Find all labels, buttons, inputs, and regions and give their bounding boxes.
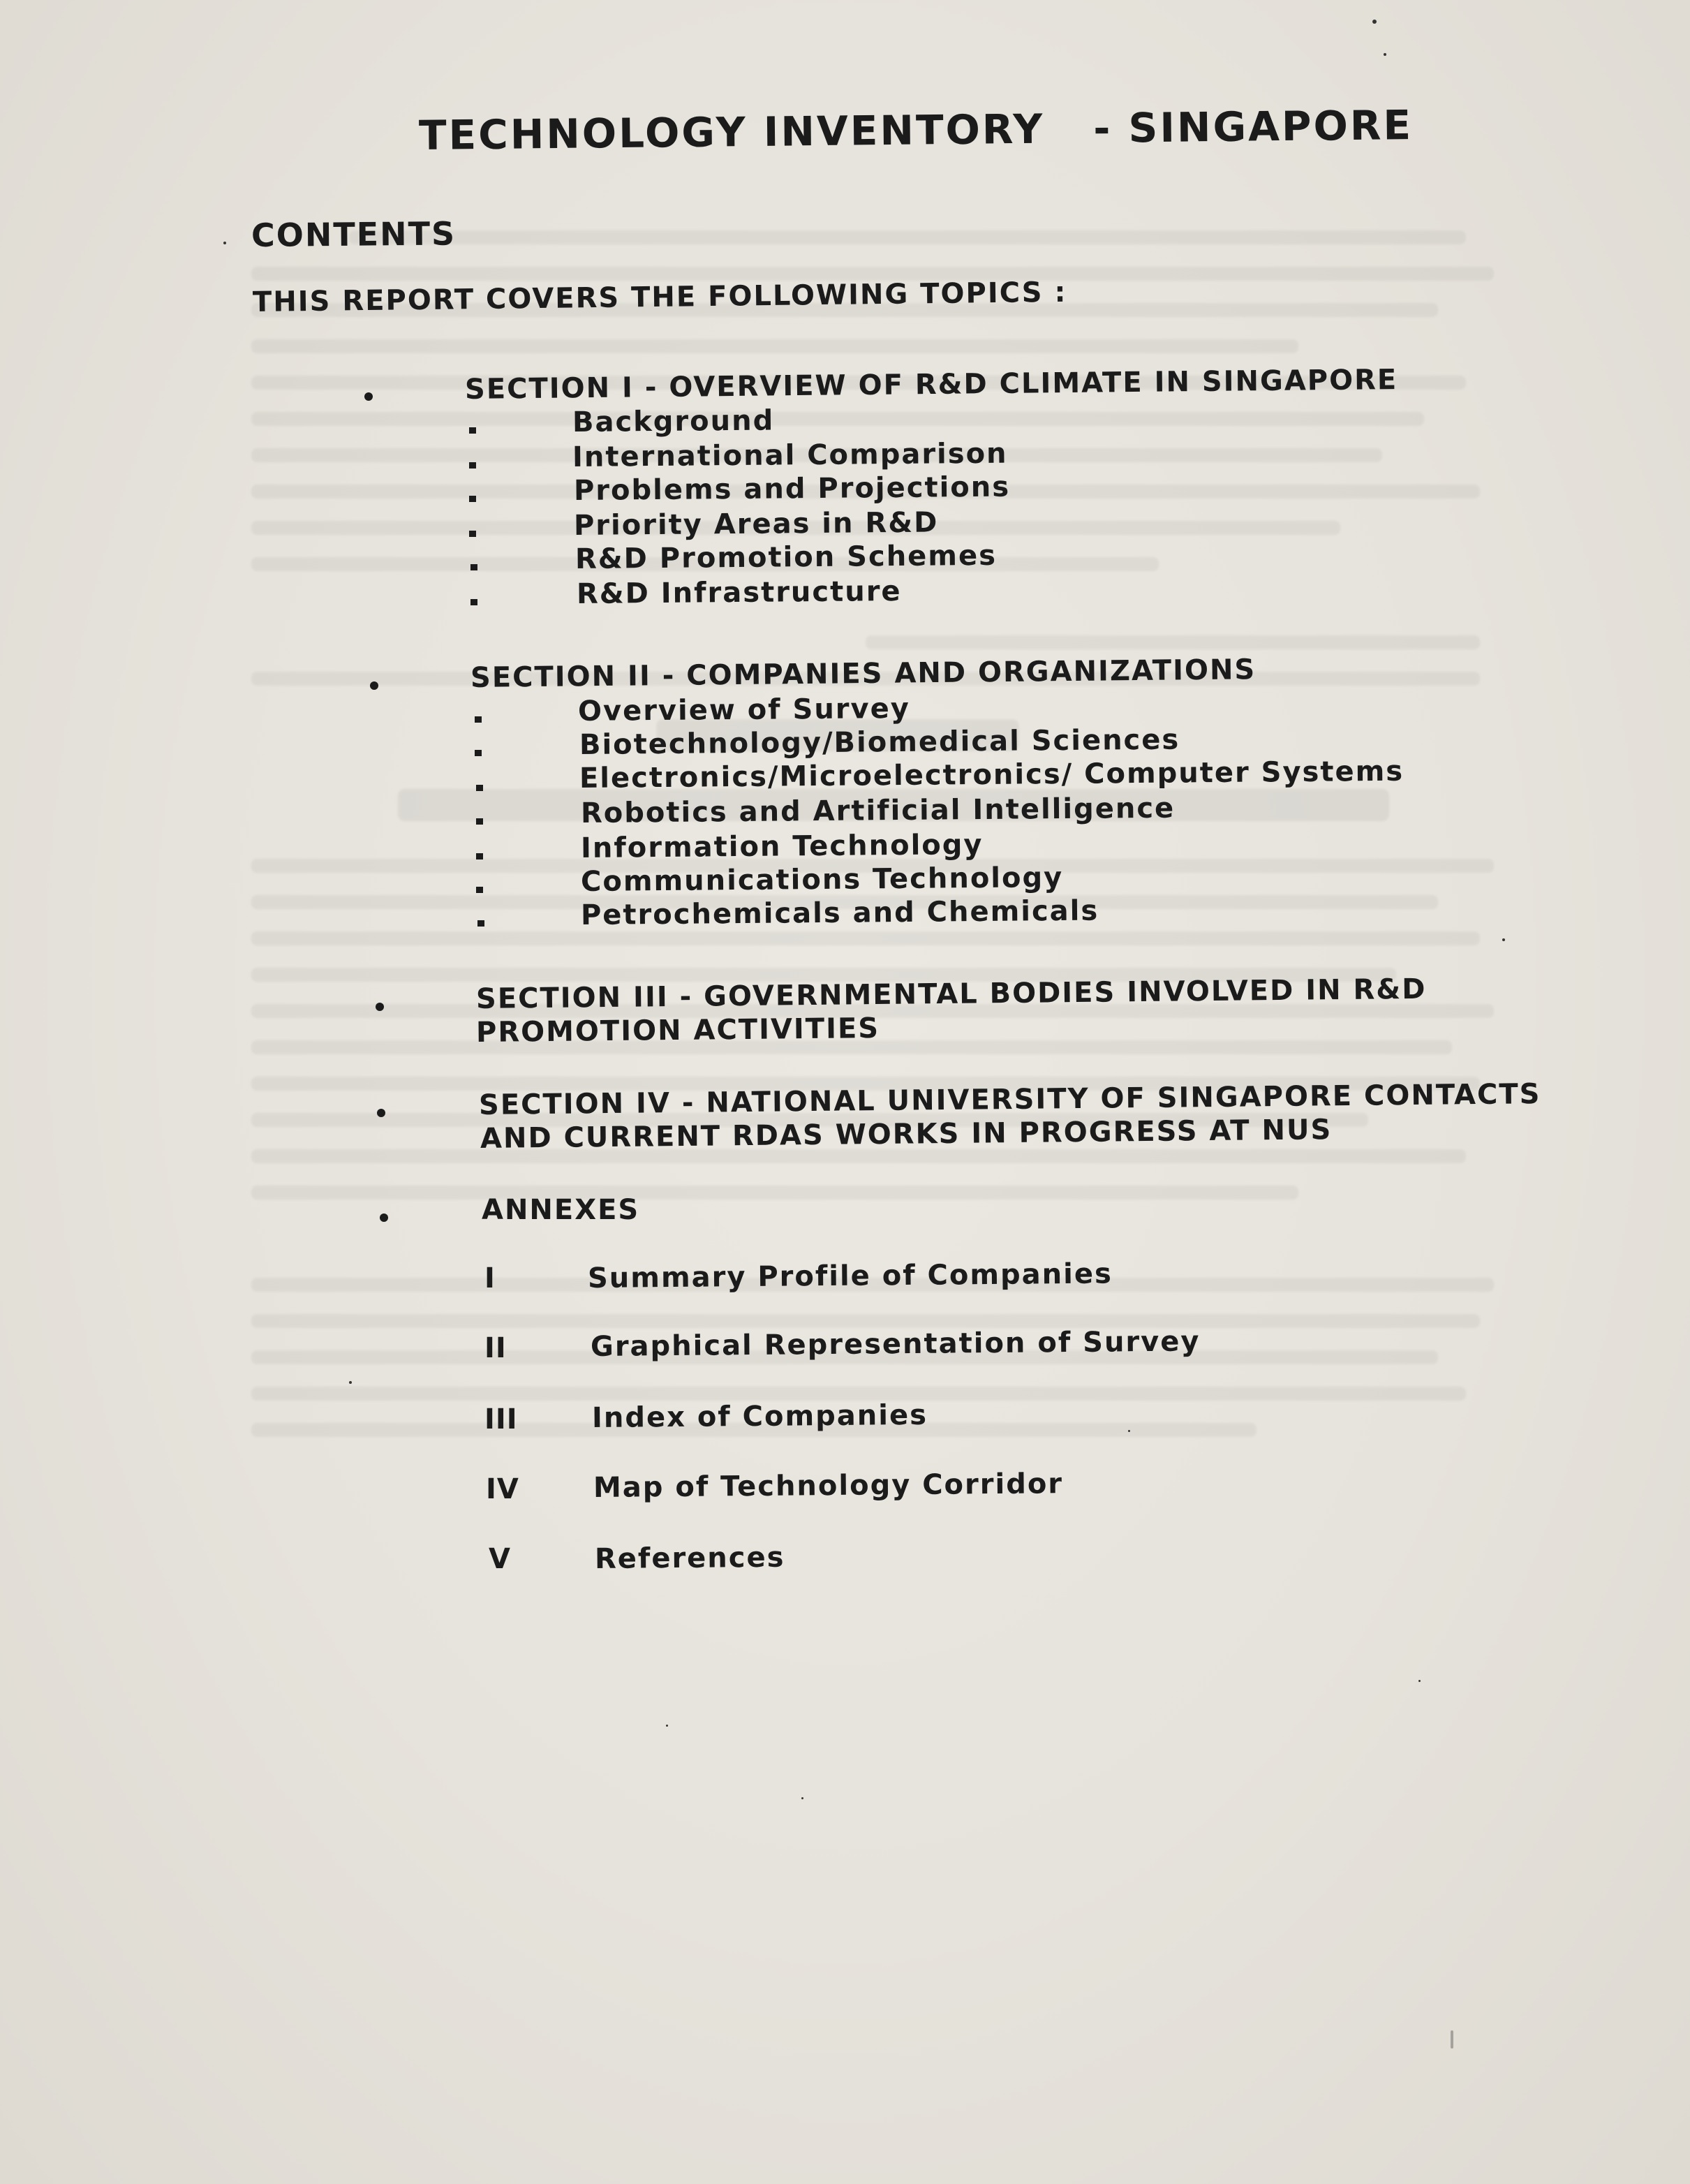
section-1-item: R&D Infrastructure [576,575,902,610]
intro-text: THIS REPORT COVERS THE FOLLOWING TOPICS : [252,276,1067,318]
dust-speck [666,1725,668,1727]
dust-speck [1128,1430,1130,1432]
bullet-item [470,564,477,570]
section-4-heading-cont: AND CURRENT RDAS WORKS IN PROGRESS AT NUS [480,1114,1333,1155]
bullet-item [469,427,476,434]
bullet-item [476,818,483,825]
section-1-item: International Comparison [572,437,1008,473]
section-2-item: Electronics/Microelectronics/ Computer Systems [579,755,1404,795]
title-main: TECHNOLOGY INVENTORY [418,105,1045,159]
dust-speck [1372,20,1377,24]
section-2-item: Petrochemicals and Chemicals [580,894,1099,931]
dust-speck [223,242,226,244]
annexes-heading: ANNEXES [482,1194,640,1226]
dust-speck [1451,2030,1453,2049]
dust-speck [349,1381,352,1384]
document-title [419,101,1414,159]
section-1-item: Priority Areas in R&D [573,506,939,542]
title-suffix: - SINGAPORE [1092,101,1414,152]
section-3-heading-cont: PROMOTION ACTIVITIES [475,1012,880,1049]
dust-speck [801,1797,803,1799]
section-3-heading: SECTION III - GOVERNMENTAL BODIES INVOLVED IN R&D [475,973,1427,1015]
bullet-section-2 [370,681,378,690]
bullet-item [477,920,484,927]
section-1-heading: SECTION I - OVERVIEW OF R&D CLIMATE IN SINGAPORE [464,364,1398,406]
annex-label: Map of Technology Corridor [593,1468,1064,1504]
bullet-section-3 [376,1003,384,1011]
section-2-item: Overview of Survey [577,692,911,728]
bullet-item [476,853,483,859]
section-2-heading: SECTION II - COMPANIES AND ORGANIZATIONS [470,654,1257,694]
section-1-item: Problems and Projections [573,471,1011,507]
bullet-item [476,887,483,893]
section-4-heading: SECTION IV - NATIONAL UNIVERSITY OF SINGAPORE CONTACTS [478,1078,1541,1121]
contents-heading: CONTENTS [251,214,457,254]
dust-speck [1502,938,1505,941]
bullet-section-1 [364,392,373,401]
bullet-item [469,531,476,537]
section-1-item: R&D Promotion Schemes [575,539,998,575]
section-2-item: Robotics and Artificial Intelligence [580,792,1176,829]
bullet-item [476,785,483,791]
annex-label: Graphical Representation of Survey [590,1325,1201,1363]
bullet-item [470,599,477,605]
section-2-item: Information Technology [580,828,984,864]
annex-label: Summary Profile of Companies [587,1257,1113,1294]
section-2-item: Biotechnology/Biomedical Sciences [579,723,1180,761]
bullet-item [469,496,476,502]
annex-number: I [484,1262,496,1294]
bullet-annexes [380,1213,388,1222]
bullet-item [475,716,482,723]
bullet-item [469,462,476,468]
dust-speck [1384,53,1386,56]
annex-number: III [484,1403,518,1436]
dust-speck [1418,1680,1421,1682]
annex-number: II [484,1332,507,1364]
bullet-section-4 [377,1109,385,1117]
bullet-item [475,750,482,756]
annex-number: V [489,1543,511,1575]
section-2-item: Communications Technology [580,861,1064,898]
annex-label: Index of Companies [591,1399,928,1434]
annex-number: IV [486,1473,519,1505]
section-1-item: Background [572,404,775,438]
annex-label: References [594,1541,785,1575]
